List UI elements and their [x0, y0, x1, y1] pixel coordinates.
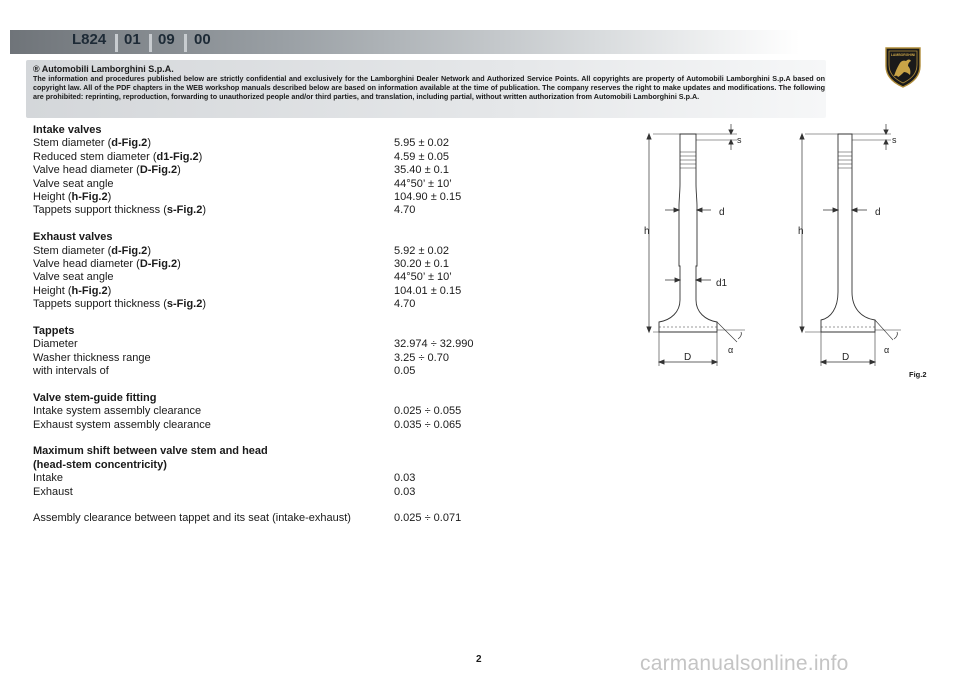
spec-row: Height (h-Fig.2) 104.01 ± 0.15 [33, 284, 462, 297]
spec-row: Valve seat angle 44°50’ ± 10’ [33, 271, 452, 284]
logo-lettering: LAMBORGHINI [890, 53, 916, 57]
spec-row: Reduced stem diameter (d1-Fig.2) 4.59 ± 0.05 [33, 150, 449, 163]
section-heading-guide: Valve stem-guide fitting [33, 391, 157, 404]
spec-row: with intervals of 0.05 [33, 365, 416, 378]
label-alpha-intake: α [728, 345, 734, 355]
spec-row: Intake 0.03 [33, 472, 416, 485]
figure-label: Fig.2 [909, 370, 927, 379]
lamborghini-shield-logo [884, 46, 922, 88]
code-section: 09 [158, 31, 175, 48]
spec-row: Tappets support thickness (s-Fig.2) 4.70 [33, 298, 416, 311]
intake-valve-drawing [647, 124, 745, 366]
page-number: 2 [476, 654, 482, 665]
spec-row: Valve seat angle 44°50’ ± 10’ [33, 177, 452, 190]
spec-row: Exhaust 0.03 [33, 485, 416, 498]
code-group: 01 [124, 31, 141, 48]
label-h-exhaust: h [798, 226, 804, 237]
code-divider [115, 34, 118, 52]
label-alpha-exhaust: α [884, 345, 890, 355]
code-model: L824 [72, 31, 107, 48]
spec-row: Stem diameter (d-Fig.2) 5.92 ± 0.02 [33, 244, 449, 257]
code-subsection: 00 [194, 31, 211, 48]
valve-diagram-figure [625, 120, 925, 375]
spec-row: Washer thickness range 3.25 ÷ 0.70 [33, 351, 449, 364]
spec-row: Tappets support thickness (s-Fig.2) 4.70 [33, 204, 416, 217]
label-h-intake: h [644, 226, 650, 237]
section-subheading-shift: (head-stem concentricity) [33, 458, 167, 471]
spec-row: Valve head diameter (D-Fig.2) 35.40 ± 0.1 [33, 164, 449, 177]
code-divider [149, 34, 152, 52]
watermark-text: carmanualsonline.info [640, 652, 849, 675]
label-s-exhaust: s [892, 135, 897, 145]
spec-row: Assembly clearance between tappet and its seat (intake-exhaust) 0.025 ÷ 0.071 [33, 512, 462, 525]
label-D-intake: D [684, 352, 692, 363]
label-d1-intake: d1 [716, 278, 728, 289]
spec-row: Exhaust system assembly clearance 0.035 ÷ 0.065 [33, 418, 462, 431]
section-heading-tappets: Tappets [33, 324, 75, 337]
label-d-intake: d [719, 207, 725, 218]
label-d-exhaust: d [875, 207, 881, 218]
spec-row: Diameter 32.974 ÷ 32.990 [33, 338, 474, 351]
code-divider [184, 34, 187, 52]
section-heading-intake: Intake valves [33, 124, 102, 136]
exhaust-valve-drawing [800, 124, 901, 366]
spec-row: Stem diameter (d-Fig.2) 5.95 ± 0.02 [33, 137, 449, 150]
specification-list [33, 124, 483, 526]
disclaimer-title: ® Automobili Lamborghini S.p.A. [33, 64, 174, 74]
section-heading-shift: Maximum shift between valve stem and head [33, 445, 268, 458]
spec-row: Height (h-Fig.2) 104.90 ± 0.15 [33, 190, 462, 203]
label-D-exhaust: D [842, 352, 850, 363]
label-s-intake: s [737, 135, 742, 145]
disclaimer-text: The information and procedures published below are strictly confidential and exclusively for the Lamborghini Dealer Network and Authorized Service Points. All copyrights are property of Automobili Lamborghini S.p.A based on copyright law. All of the PDF chapters in the WEB workshop manuals described below are based on information available at the time of publication. The company reserves the right to make updates and modifications. The following are prohibited: reprinting, reproduction, forwarding to unauthorized people and/or third parties, and translation, including partial, without written authorization from Automobili Lamborghini S.p.A. [33, 74, 825, 101]
spec-row: Intake system assembly clearance 0.025 ÷ 0.055 [33, 405, 462, 418]
section-heading-exhaust: Exhaust valves [33, 231, 113, 244]
spec-row: Valve head diameter (D-Fig.2) 30.20 ± 0.1 [33, 257, 449, 270]
